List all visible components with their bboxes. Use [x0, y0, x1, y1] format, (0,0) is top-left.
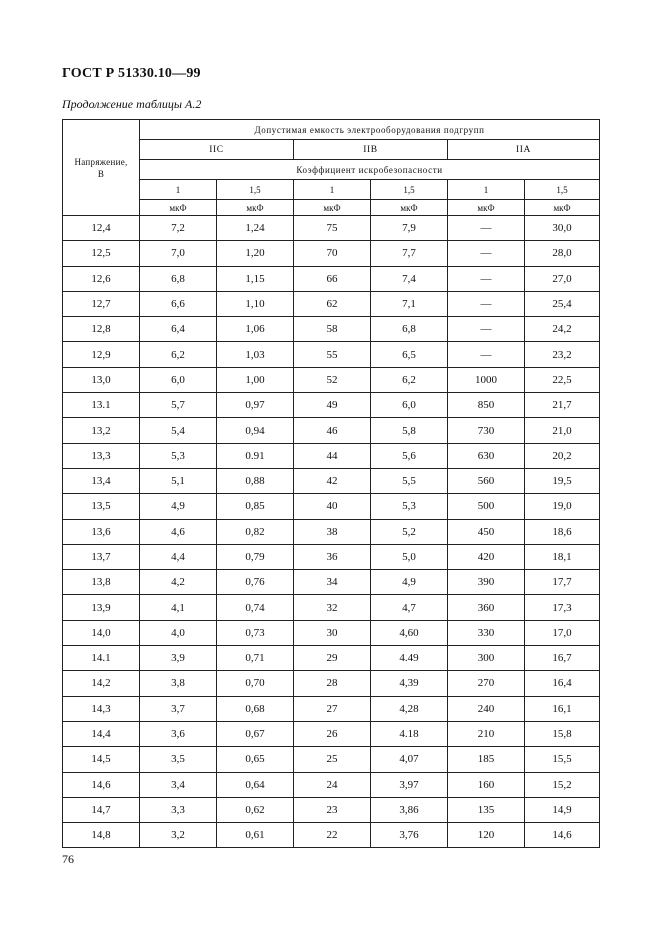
- capacitance-cell: 17,7: [525, 570, 600, 595]
- capacitance-cell: 17,0: [525, 620, 600, 645]
- table-row: [63, 646, 600, 671]
- capacitance-cell: 66: [294, 266, 371, 291]
- table-row: [63, 772, 600, 797]
- capacitance-cell: 6,5: [371, 342, 448, 367]
- capacitance-cell: 0,82: [217, 519, 294, 544]
- capacitance-cell: —: [448, 317, 525, 342]
- voltage-cell: 13,0: [63, 367, 140, 392]
- capacitance-cell: 3,6: [140, 721, 217, 746]
- table-row: [63, 620, 600, 645]
- capacitance-cell: 0,67: [217, 721, 294, 746]
- capacitance-cell: —: [448, 216, 525, 241]
- capacitance-cell: 4,9: [140, 494, 217, 519]
- document-id: ГОСТ Р 51330.10—99: [62, 66, 201, 81]
- capacitance-cell: —: [448, 291, 525, 316]
- table-row: [63, 747, 600, 772]
- capacitance-cell: 1,03: [217, 342, 294, 367]
- voltage-cell: 13,5: [63, 494, 140, 519]
- capacitance-cell: 25: [294, 747, 371, 772]
- capacitance-cell: 5,2: [371, 519, 448, 544]
- capacitance-cell: 0,62: [217, 797, 294, 822]
- table-title: Допустимая емкость электрооборудования подгрупп: [140, 120, 600, 140]
- group-header-iib: IIB: [294, 140, 448, 160]
- capacitance-cell: 19,5: [525, 468, 600, 493]
- table-row: [63, 721, 600, 746]
- page-number: 76: [62, 852, 74, 866]
- capacitance-cell: 17,3: [525, 595, 600, 620]
- capacitance-cell: 0,85: [217, 494, 294, 519]
- capacitance-cell: 4.49: [371, 646, 448, 671]
- capacitance-cell: 30,0: [525, 216, 600, 241]
- capacitance-cell: 70: [294, 241, 371, 266]
- voltage-cell: 13,4: [63, 468, 140, 493]
- capacitance-cell: —: [448, 241, 525, 266]
- capacitance-cell: 5,5: [371, 468, 448, 493]
- capacitance-cell: 25,4: [525, 291, 600, 316]
- capacitance-cell: 450: [448, 519, 525, 544]
- capacitance-cell: 44: [294, 443, 371, 468]
- capacitance-cell: 62: [294, 291, 371, 316]
- table-row: [63, 494, 600, 519]
- capacitance-cell: 7,7: [371, 241, 448, 266]
- safety-factor-cell: 1,5: [217, 180, 294, 200]
- capacitance-cell: 36: [294, 544, 371, 569]
- voltage-cell: 14,7: [63, 797, 140, 822]
- capacitance-cell: 46: [294, 418, 371, 443]
- capacitance-cell: 0,71: [217, 646, 294, 671]
- capacitance-cell: 6,0: [140, 367, 217, 392]
- capacitance-cell: 7,0: [140, 241, 217, 266]
- capacitance-cell: 3,5: [140, 747, 217, 772]
- capacitance-cell: 6,0: [371, 393, 448, 418]
- capacitance-cell: 5,4: [140, 418, 217, 443]
- voltage-cell: 14,6: [63, 772, 140, 797]
- capacitance-cell: 14,6: [525, 823, 600, 848]
- capacitance-cell: 19,0: [525, 494, 600, 519]
- table-row: [63, 418, 600, 443]
- group-header-iia: IIA: [448, 140, 600, 160]
- capacitance-cell: 7,9: [371, 216, 448, 241]
- capacitance-cell: 30: [294, 620, 371, 645]
- table-row: [63, 468, 600, 493]
- capacitance-cell: 6,4: [140, 317, 217, 342]
- safety-factor-cell: 1: [140, 180, 217, 200]
- capacitance-cell: 4,39: [371, 671, 448, 696]
- table-row: [63, 367, 600, 392]
- voltage-cell: 14.1: [63, 646, 140, 671]
- capacitance-cell: 29: [294, 646, 371, 671]
- capacitance-cell: 18,6: [525, 519, 600, 544]
- capacitance-cell: 6,8: [140, 266, 217, 291]
- capacitance-cell: 22: [294, 823, 371, 848]
- capacitance-cell: 16,7: [525, 646, 600, 671]
- capacitance-cell: 27,0: [525, 266, 600, 291]
- safety-factor-cell: 1: [294, 180, 371, 200]
- capacitance-cell: 240: [448, 696, 525, 721]
- unit-cell: мкФ: [525, 200, 600, 216]
- capacitance-cell: 6,8: [371, 317, 448, 342]
- capacitance-cell: 3,8: [140, 671, 217, 696]
- capacitance-cell: 135: [448, 797, 525, 822]
- capacitance-cell: 0,94: [217, 418, 294, 443]
- capacitance-cell: 32: [294, 595, 371, 620]
- capacitance-cell: 21,0: [525, 418, 600, 443]
- capacitance-cell: 0,74: [217, 595, 294, 620]
- capacitance-cell: 4,4: [140, 544, 217, 569]
- voltage-cell: 13,2: [63, 418, 140, 443]
- table-row: [63, 393, 600, 418]
- capacitance-cell: 0,79: [217, 544, 294, 569]
- capacitance-cell: 630: [448, 443, 525, 468]
- capacitance-cell: 4,0: [140, 620, 217, 645]
- capacitance-cell: 15,2: [525, 772, 600, 797]
- capacitance-cell: 160: [448, 772, 525, 797]
- voltage-cell: 14,8: [63, 823, 140, 848]
- capacitance-cell: 4,1: [140, 595, 217, 620]
- unit-cell: мкФ: [217, 200, 294, 216]
- table-row: [63, 595, 600, 620]
- capacitance-table: [62, 119, 600, 848]
- capacitance-cell: 52: [294, 367, 371, 392]
- capacitance-cell: 360: [448, 595, 525, 620]
- capacitance-cell: 4,7: [371, 595, 448, 620]
- capacitance-cell: 5,3: [371, 494, 448, 519]
- voltage-header-label: Напряжение,: [74, 156, 128, 167]
- voltage-cell: 13,9: [63, 595, 140, 620]
- capacitance-cell: 28,0: [525, 241, 600, 266]
- capacitance-cell: 1000: [448, 367, 525, 392]
- table-row: [63, 797, 600, 822]
- voltage-cell: 12,7: [63, 291, 140, 316]
- voltage-cell: 13,6: [63, 519, 140, 544]
- capacitance-cell: 185: [448, 747, 525, 772]
- table-row: [63, 671, 600, 696]
- voltage-cell: 12,9: [63, 342, 140, 367]
- capacitance-cell: 300: [448, 646, 525, 671]
- capacitance-cell: 21,7: [525, 393, 600, 418]
- capacitance-cell: 3,3: [140, 797, 217, 822]
- capacitance-cell: 850: [448, 393, 525, 418]
- capacitance-cell: 3,7: [140, 696, 217, 721]
- capacitance-cell: 23,2: [525, 342, 600, 367]
- capacitance-cell: 0.91: [217, 443, 294, 468]
- table-continuation-caption: Продолжение таблицы А.2: [62, 97, 202, 111]
- voltage-cell: 14,2: [63, 671, 140, 696]
- capacitance-cell: 0,64: [217, 772, 294, 797]
- voltage-cell: 14,0: [63, 620, 140, 645]
- table-row: [63, 570, 600, 595]
- voltage-cell: 14,3: [63, 696, 140, 721]
- table-row: [63, 266, 600, 291]
- capacitance-cell: 7,1: [371, 291, 448, 316]
- capacitance-cell: 0,88: [217, 468, 294, 493]
- capacitance-cell: 3,97: [371, 772, 448, 797]
- capacitance-cell: 5,3: [140, 443, 217, 468]
- capacitance-cell: 120: [448, 823, 525, 848]
- voltage-cell: 13,3: [63, 443, 140, 468]
- capacitance-cell: 14,9: [525, 797, 600, 822]
- capacitance-cell: 20,2: [525, 443, 600, 468]
- table-row: [63, 317, 600, 342]
- capacitance-cell: 5,7: [140, 393, 217, 418]
- capacitance-cell: 1,10: [217, 291, 294, 316]
- unit-cell: мкФ: [448, 200, 525, 216]
- capacitance-cell: 5,1: [140, 468, 217, 493]
- capacitance-cell: 0,70: [217, 671, 294, 696]
- capacitance-cell: 560: [448, 468, 525, 493]
- capacitance-cell: 4.18: [371, 721, 448, 746]
- capacitance-cell: 0,97: [217, 393, 294, 418]
- capacitance-cell: 58: [294, 317, 371, 342]
- capacitance-cell: 0,65: [217, 747, 294, 772]
- capacitance-cell: 4,6: [140, 519, 217, 544]
- capacitance-cell: 38: [294, 519, 371, 544]
- capacitance-cell: 15,5: [525, 747, 600, 772]
- unit-cell: мкФ: [140, 200, 217, 216]
- capacitance-cell: 24: [294, 772, 371, 797]
- capacitance-cell: 1,15: [217, 266, 294, 291]
- table-row: [63, 342, 600, 367]
- voltage-cell: 13,7: [63, 544, 140, 569]
- safety-factor-cell: 1,5: [525, 180, 600, 200]
- table-row: [63, 519, 600, 544]
- capacitance-cell: 1,24: [217, 216, 294, 241]
- capacitance-cell: 3,4: [140, 772, 217, 797]
- table-row: [63, 823, 600, 848]
- capacitance-cell: 210: [448, 721, 525, 746]
- capacitance-cell: 3,76: [371, 823, 448, 848]
- capacitance-cell: 3,86: [371, 797, 448, 822]
- capacitance-cell: 270: [448, 671, 525, 696]
- table-row: [63, 443, 600, 468]
- table-row: [63, 241, 600, 266]
- voltage-cell: 12,5: [63, 241, 140, 266]
- capacitance-cell: 4,28: [371, 696, 448, 721]
- table-row: [63, 216, 600, 241]
- capacitance-cell: 6,6: [140, 291, 217, 316]
- unit-cell: мкФ: [294, 200, 371, 216]
- capacitance-cell: 330: [448, 620, 525, 645]
- capacitance-cell: 27: [294, 696, 371, 721]
- table-row: [63, 544, 600, 569]
- capacitance-cell: 6,2: [371, 367, 448, 392]
- voltage-cell: 14,5: [63, 747, 140, 772]
- voltage-cell: 12,6: [63, 266, 140, 291]
- capacitance-cell: 24,2: [525, 317, 600, 342]
- voltage-column-header: [63, 120, 140, 216]
- voltage-header-unit: В: [97, 168, 105, 179]
- capacitance-cell: 42: [294, 468, 371, 493]
- capacitance-cell: 23: [294, 797, 371, 822]
- capacitance-cell: 4,2: [140, 570, 217, 595]
- capacitance-cell: 1,20: [217, 241, 294, 266]
- capacitance-cell: 22,5: [525, 367, 600, 392]
- capacitance-cell: 40: [294, 494, 371, 519]
- table-row: [63, 696, 600, 721]
- capacitance-cell: 4,07: [371, 747, 448, 772]
- capacitance-cell: 0,68: [217, 696, 294, 721]
- capacitance-cell: 34: [294, 570, 371, 595]
- capacitance-cell: 16,1: [525, 696, 600, 721]
- capacitance-cell: 5,0: [371, 544, 448, 569]
- capacitance-cell: 500: [448, 494, 525, 519]
- capacitance-cell: 3,9: [140, 646, 217, 671]
- capacitance-cell: 7,4: [371, 266, 448, 291]
- unit-cell: мкФ: [371, 200, 448, 216]
- safety-factor-cell: 1,5: [371, 180, 448, 200]
- group-header-iic: IIC: [140, 140, 294, 160]
- capacitance-cell: 0,76: [217, 570, 294, 595]
- capacitance-cell: 1,06: [217, 317, 294, 342]
- safety-factor-header: Коэффициент искробезопасности: [140, 160, 600, 180]
- capacitance-cell: 7,2: [140, 216, 217, 241]
- table-row: [63, 291, 600, 316]
- capacitance-cell: —: [448, 342, 525, 367]
- voltage-cell: 12,8: [63, 317, 140, 342]
- capacitance-cell: 6,2: [140, 342, 217, 367]
- capacitance-cell: 730: [448, 418, 525, 443]
- capacitance-cell: 15,8: [525, 721, 600, 746]
- capacitance-cell: 26: [294, 721, 371, 746]
- capacitance-cell: 1,00: [217, 367, 294, 392]
- voltage-cell: 13.1: [63, 393, 140, 418]
- voltage-cell: 14,4: [63, 721, 140, 746]
- voltage-cell: 13,8: [63, 570, 140, 595]
- voltage-cell: 12,4: [63, 216, 140, 241]
- capacitance-cell: 55: [294, 342, 371, 367]
- capacitance-cell: 3,2: [140, 823, 217, 848]
- capacitance-cell: 0,61: [217, 823, 294, 848]
- capacitance-cell: 390: [448, 570, 525, 595]
- capacitance-cell: 5,8: [371, 418, 448, 443]
- capacitance-cell: 16,4: [525, 671, 600, 696]
- capacitance-cell: 420: [448, 544, 525, 569]
- capacitance-cell: 5,6: [371, 443, 448, 468]
- capacitance-cell: —: [448, 266, 525, 291]
- capacitance-cell: 4,60: [371, 620, 448, 645]
- safety-factor-cell: 1: [448, 180, 525, 200]
- capacitance-cell: 4,9: [371, 570, 448, 595]
- capacitance-cell: 18,1: [525, 544, 600, 569]
- capacitance-cell: 49: [294, 393, 371, 418]
- capacitance-cell: 28: [294, 671, 371, 696]
- capacitance-cell: 0,73: [217, 620, 294, 645]
- capacitance-cell: 75: [294, 216, 371, 241]
